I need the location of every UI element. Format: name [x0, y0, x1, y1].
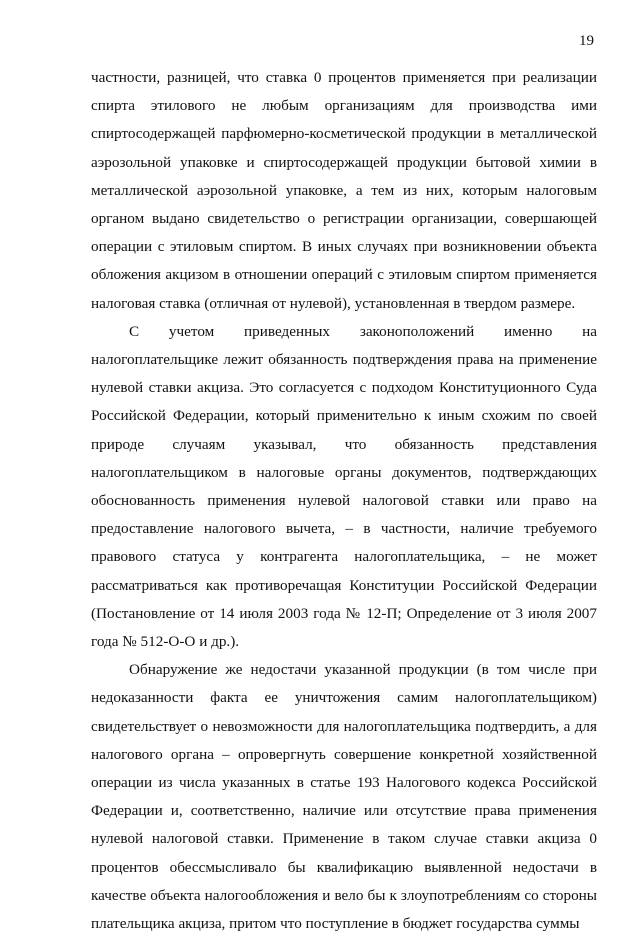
paragraph-continuation: частности, разницей, что ставка 0 процентов применяется при реализации спирта этилового не любым организациям для производства ими спиртосодержащей парфюмерно-косметической продукции в металлической аэрозольной упаковке и спиртосодержащей продукции бытовой химии в металлической аэрозольной упаковке, а тем из них, которым налоговым органом выдано свидетельство о регистрации организации, совершающей операции с этиловым спиртом. В иных случаях при возникновении объекта обложения акцизом в отношении операций с этиловым спиртом применяется налоговая ставка (отличная от нулевой), установленная в твердом размере. [91, 69, 597, 312]
paragraph-taxpayer-obligation: С учетом приведенных законоположений именно на налогоплательщике лежит обязанность подтверждения права на применение нулевой ставки акциза. Это согласуется с подходом Конституционного Суда Российской Федерации, который применительно к иным схожим по своей природе случаям указывал, что обязанность представления налогоплательщиком в налоговые органы документов, подтверждающих обоснованность применения нулевой налоговой ставки или право на предоставление налогового вычета, – в частности, наличие требуемого правового статуса у контрагента налогоплательщика, – не может рассматриваться как противоречащая Конституции Российской Федерации (Постановление от 14 июля 2003 года № 12-П; Определение от 3 июля 2007 года № 512-О-О и др.). [91, 322, 597, 651]
page-number: 19 [579, 33, 594, 49]
document-body [91, 64, 597, 938]
paragraph-shortage-detection: Обнаружение же недостачи указанной продукции (в том числе при недоказанности факта ее уничтожения самим налогоплательщиком) свидетельствует о невозможности для налогоплательщика подтвердить, а для налогового органа – опровергнуть совершение конкретной хозяйственной операции из числа указанных в статье 193 Налогового кодекса Российской Федерации и, соответственно, наличие или отсутствие права применения нулевой налоговой ставки. Применение в таком случае ставки акциза 0 процентов обессмысливало бы квалификацию выявленной недостачи в качестве объекта налогообложения и вело бы к злоупотреблениям со стороны плательщика акциза, притом что поступление в бюджет государства суммы [91, 661, 597, 933]
